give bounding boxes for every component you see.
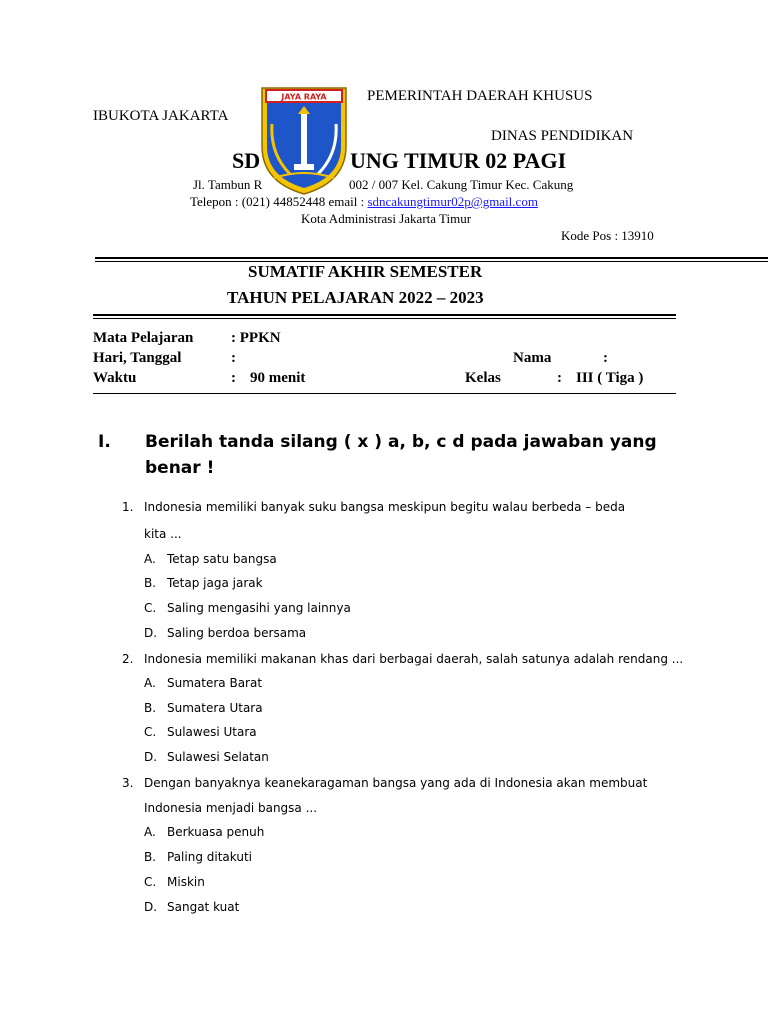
time-value: 90 menit <box>250 370 306 386</box>
option-text: Sumatera Utara <box>167 701 263 715</box>
time-label: Waktu <box>93 370 137 386</box>
exam-year: TAHUN PELAJARAN 2022 – 2023 <box>227 288 484 307</box>
date-label: Hari, Tanggal <box>93 350 182 366</box>
option-letter: A. <box>144 552 156 566</box>
title-rule-bottom <box>93 318 676 319</box>
department: DINAS PENDIDIKAN <box>491 128 634 144</box>
question-text-cont: Indonesia menjadi bangsa ... <box>144 801 318 815</box>
phone-text: Telepon : (021) 44852448 email : <box>190 194 368 209</box>
question-number: 3. <box>122 776 134 790</box>
option-text: Miskin <box>167 875 205 889</box>
option-text: Tetap satu bangsa <box>167 552 277 566</box>
name-label: Nama <box>513 350 552 366</box>
jaya-raya-logo <box>258 84 350 196</box>
title-rule-top <box>93 314 676 316</box>
address-left: Jl. Tambun R <box>193 177 263 192</box>
option-text: Saling mengasihi yang lainnya <box>167 601 351 615</box>
instruction-line-1: Berilah tanda silang ( x ) a, b, c d pada jawaban yang <box>145 432 657 452</box>
option-text: Saling berdoa bersama <box>167 626 307 640</box>
option-text: Tetap jaga jarak <box>167 576 263 590</box>
option-letter: A. <box>144 676 156 690</box>
email-link[interactable]: sdncakungtimur02p@gmail.com <box>367 194 538 209</box>
option-letter: D. <box>144 626 158 640</box>
postal-code: Kode Pos : 13910 <box>561 228 654 243</box>
question-text: Dengan banyaknya keanekaragaman bangsa yang ada di Indonesia akan membuat <box>144 776 648 790</box>
option-text: Sulawesi Utara <box>167 725 257 739</box>
option-letter: C. <box>144 601 157 615</box>
question-number: 2. <box>122 652 134 666</box>
section-number: I. <box>98 432 111 452</box>
option-letter: B. <box>144 701 157 715</box>
gov-line-1: PEMERINTAH DAERAH KHUSUS <box>367 88 593 104</box>
time-colon: : <box>231 370 236 386</box>
subject-label: Mata Pelajaran <box>93 330 194 346</box>
name-colon: : <box>603 350 608 366</box>
option-text: Sumatera Barat <box>167 676 263 690</box>
contact-line <box>190 194 538 210</box>
option-letter: A. <box>144 825 156 839</box>
exam-title: SUMATIF AKHIR SEMESTER <box>248 262 483 281</box>
option-text: Berkuasa penuh <box>167 825 265 839</box>
class-label: Kelas <box>465 370 501 386</box>
option-text: Sulawesi Selatan <box>167 750 269 764</box>
school-name-right: UNG TIMUR 02 PAGI <box>350 148 567 173</box>
address-right: 002 / 007 Kel. Cakung Timur Kec. Cakung <box>349 177 574 192</box>
instruction-line-2: benar ! <box>145 458 215 478</box>
date-colon: : <box>231 350 236 366</box>
class-colon: : <box>557 370 562 386</box>
header-rule-top <box>95 257 768 259</box>
question-text: Indonesia memiliki makanan khas dari berbagai daerah, salah satunya adalah rendang ... <box>144 652 684 666</box>
logo-banner-text: JAYA RAYA <box>281 92 327 102</box>
question-number: 1. <box>122 500 134 514</box>
info-rule <box>93 393 676 394</box>
city-line: Kota Administrasi Jakarta Timur <box>301 211 472 226</box>
option-letter: D. <box>144 750 158 764</box>
option-letter: D. <box>144 900 158 914</box>
option-letter: C. <box>144 875 157 889</box>
option-letter: B. <box>144 850 157 864</box>
gov-line-2: IBUKOTA JAKARTA <box>93 108 229 124</box>
class-value: III ( Tiga ) <box>576 370 644 386</box>
option-text: Sangat kuat <box>167 900 240 914</box>
question-text: Indonesia memiliki banyak suku bangsa meskipun begitu walau berbeda – beda <box>144 500 626 514</box>
school-name-left: SD <box>232 148 261 173</box>
option-text: Paling ditakuti <box>167 850 252 864</box>
question-text-cont: kita ... <box>144 527 182 541</box>
option-letter: B. <box>144 576 157 590</box>
subject-value: : PPKN <box>231 330 281 346</box>
option-letter: C. <box>144 725 157 739</box>
